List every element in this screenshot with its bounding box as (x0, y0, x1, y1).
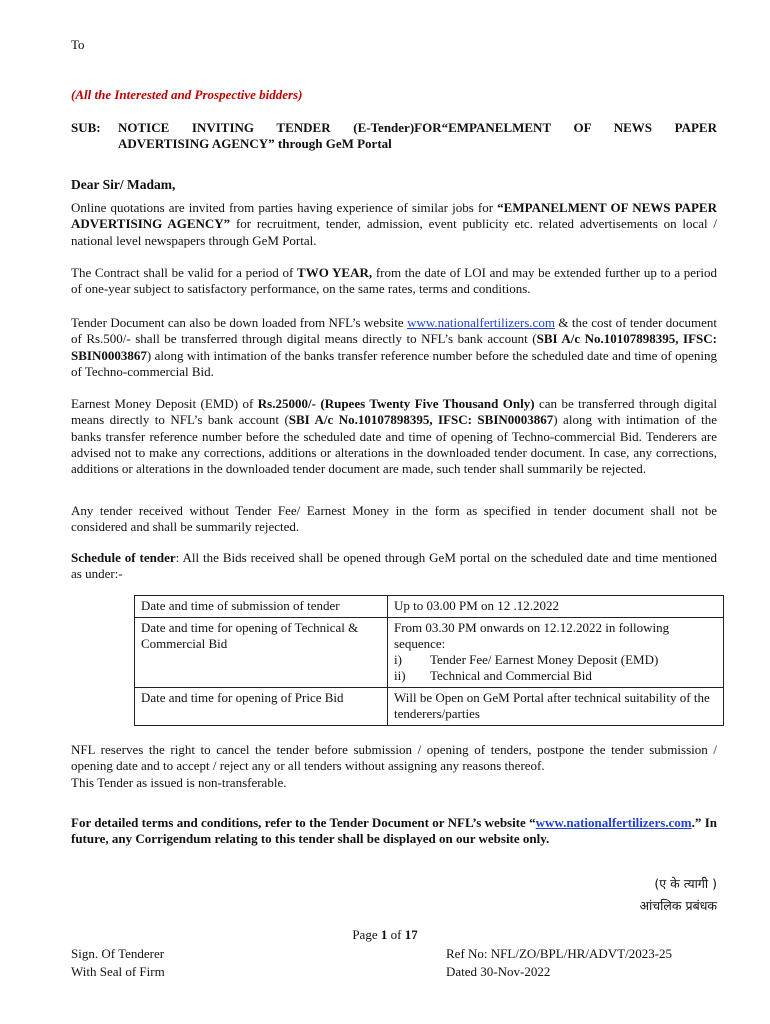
signatory-designation: आंचलिक प्रबंधक (639, 898, 717, 913)
table-cell-label: Date and time for opening of Technical & Commercial Bid (135, 618, 388, 688)
subject-text (118, 120, 717, 153)
signatory-name: (ए के त्यागी ) (654, 876, 717, 891)
sequence-item: i) Tender Fee/ Earnest Money Deposit (EMD) (394, 652, 659, 667)
subject-line-1: NOTICE INVITING TENDER (E-Tender)FOR“EMPANELMENT OF NEWS PAPER (118, 120, 717, 135)
table-cell-value (388, 618, 724, 688)
sequence-item: ii) Technical and Commercial Bid (394, 668, 592, 683)
paragraph-emd: Earnest Money Deposit (EMD) of Rs.25000/- (Rupees Twenty Five Thousand Only) can be transferred through digital means directly to NFL’s bank account (SBI A/c No.10107898395, IFSC: SBIN0003867) along with intimation of the banks transfer reference number before the scheduled date and time of opening of Techno-commercial Bid. Tenderers are advised not to make any corrections, additions or alterations in the downloaded tender document. In case, any corrections, additions or alterations in the downloaded tender document are made, such tender shall summarily be rejected. (71, 396, 718, 477)
reference-date: Dated 30-Nov-2022 (446, 964, 551, 979)
table-row (135, 618, 724, 688)
page-number: Page 1 of 17 (352, 927, 418, 942)
table-cell-label: Date and time for opening of Price Bid (135, 688, 388, 726)
paragraph-rejection: Any tender received without Tender Fee/ Earnest Money in the form as specified in tender document shall not be considered and shall be summarily rejected. (71, 503, 717, 535)
addressee-to: To (71, 37, 85, 52)
schedule-table (134, 595, 724, 726)
tenderer-signature-block: Sign. Of Tenderer With Seal of Firm (71, 946, 165, 979)
paragraph-contract-validity: The Contract shall be valid for a period of TWO YEAR, from the date of LOI and may be extended further up to a period of one-year subject to satisfactory performance, on the same rates, terms and conditions. (71, 265, 717, 297)
paragraph-schedule: Schedule of tender: All the Bids received shall be opened through GeM portal on the scheduled date and time mentioned as under:- (71, 550, 717, 582)
salutation: Dear Sir/ Madam, (71, 177, 176, 192)
paragraph-reserves-right: NFL reserves the right to cancel the tender before submission / opening of tenders, postpone the tender submission / opening date and to accept / reject any or all tenders without assigning any reasons thereof. This Tender as issued is non-transferable. (71, 742, 717, 790)
table-cell-value: Will be Open on GeM Portal after technical suitability of the tenderers/parties (388, 688, 724, 726)
addressee-bidders: (All the Interested and Prospective bidders) (71, 87, 303, 102)
table-row (135, 596, 724, 618)
sequence-intro: From 03.30 PM onwards on 12.12.2022 in following sequence: (394, 620, 670, 651)
reference-number: Ref No: NFL/ZO/BPL/HR/ADVT/2023-25 (446, 946, 673, 961)
paragraph-tender-document: Tender Document can also be down loaded from NFL’s website www.nationalfertilizers.com & the cost of tender document of Rs.500/- shall be transferred through digital means directly to NFL’s bank account (SBI A/c No.10107898395, IFSC: SBIN0003867) along with intimation of the banks transfer reference number before the scheduled date and time of opening of Techno-commercial Bid. (71, 315, 717, 379)
website-link[interactable]: www.nationalfertilizers.com (535, 815, 692, 830)
reference-block (446, 945, 672, 981)
paragraph-invitation: Online quotations are invited from parties having experience of similar jobs for “EMPANELMENT OF NEWS PAPER ADVERTISING AGENCY” for recruitment, tender, admission, event publicity etc. related advertisements on local / national level newspapers through GeM Portal. (71, 200, 717, 248)
subject-label: SUB: (71, 120, 101, 135)
table-row (135, 688, 724, 726)
website-link[interactable]: www.nationalfertilizers.com (407, 315, 555, 330)
subject-line-2: ADVERTISING AGENCY” through GeM Portal (118, 136, 392, 152)
table-cell-value: Up to 03.00 PM on 12 .12.2022 (388, 596, 724, 618)
table-cell-label: Date and time of submission of tender (135, 596, 388, 618)
paragraph-detailed-terms: For detailed terms and conditions, refer to the Tender Document or NFL’s website “www.nationalfertilizers.com.” In future, any Corrigendum relating to this tender shall be displayed on our website only. (71, 815, 717, 847)
